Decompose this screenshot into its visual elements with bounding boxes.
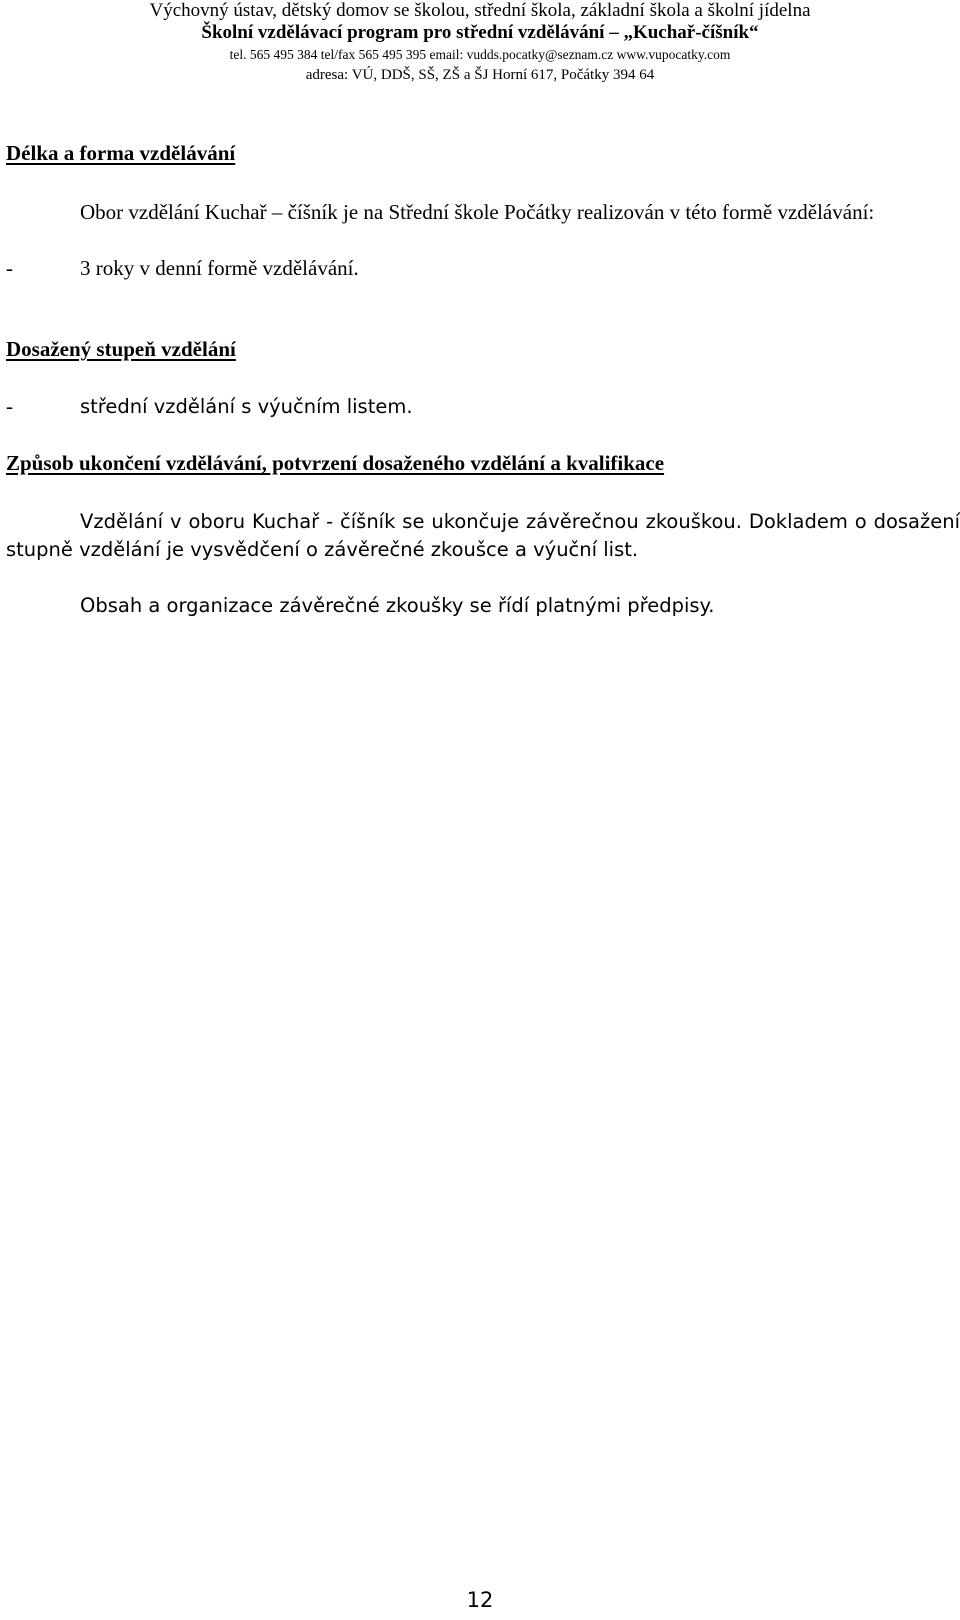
- list-dash: -: [6, 256, 13, 280]
- section-heading-education-level: Dosažený stupeň vzdělání: [6, 337, 236, 361]
- header-institution-name: Výchovný ústav, dětský domov se školou, střední škola, základní škola a školní jídelna: [149, 0, 811, 21]
- paragraph-completion: [6, 508, 960, 564]
- list-item-duration: [6, 254, 359, 282]
- list-item-education-level: [6, 392, 413, 421]
- paragraph-duration-form-text: Obor vzdělání Kuchař – číšník je na Střední škole Počátky realizován v této formě vzdělávání:: [80, 200, 875, 224]
- section-heading-completion: Způsob ukončení vzdělávání, potvrzení dosaženého vzdělání a kvalifikace: [6, 451, 665, 475]
- list-item-duration-text: 3 roky v denní formě vzdělávání.: [80, 256, 359, 280]
- section-heading-duration-form: Délka a forma vzdělávání: [6, 141, 236, 165]
- paragraph-exam-content-text: Obsah a organizace závěrečné zkoušky se řídí platnými předpisy.: [80, 594, 715, 617]
- document-header: [0, 0, 960, 86]
- list-dash: -: [6, 394, 13, 418]
- header-program-title: Školní vzdělávací program pro střední vzdělávání – „Kuchař-číšník“: [201, 22, 759, 43]
- header-contact-line: tel. 565 495 384 tel/fax 565 495 395 email: vudds.pocatky@seznam.cz www.vupocatky.com: [229, 47, 731, 62]
- paragraph-duration-form: [6, 198, 960, 226]
- paragraph-exam-content: [6, 592, 960, 620]
- header-address-line: adresa: VÚ, DDŠ, SŠ, ZŠ a ŠJ Horní 617, Počátky 394 64: [305, 67, 655, 83]
- paragraph-completion-text: Vzdělání v oboru Kuchař - číšník se ukončuje závěrečnou zkouškou. Dokladem o dosažení stupně vzdělání je vysvědčení o závěrečné zkoušce a výuční list.: [6, 510, 960, 561]
- list-item-education-level-text: střední vzdělání s výučním listem.: [80, 395, 413, 418]
- page-number: 12: [466, 1588, 494, 1612]
